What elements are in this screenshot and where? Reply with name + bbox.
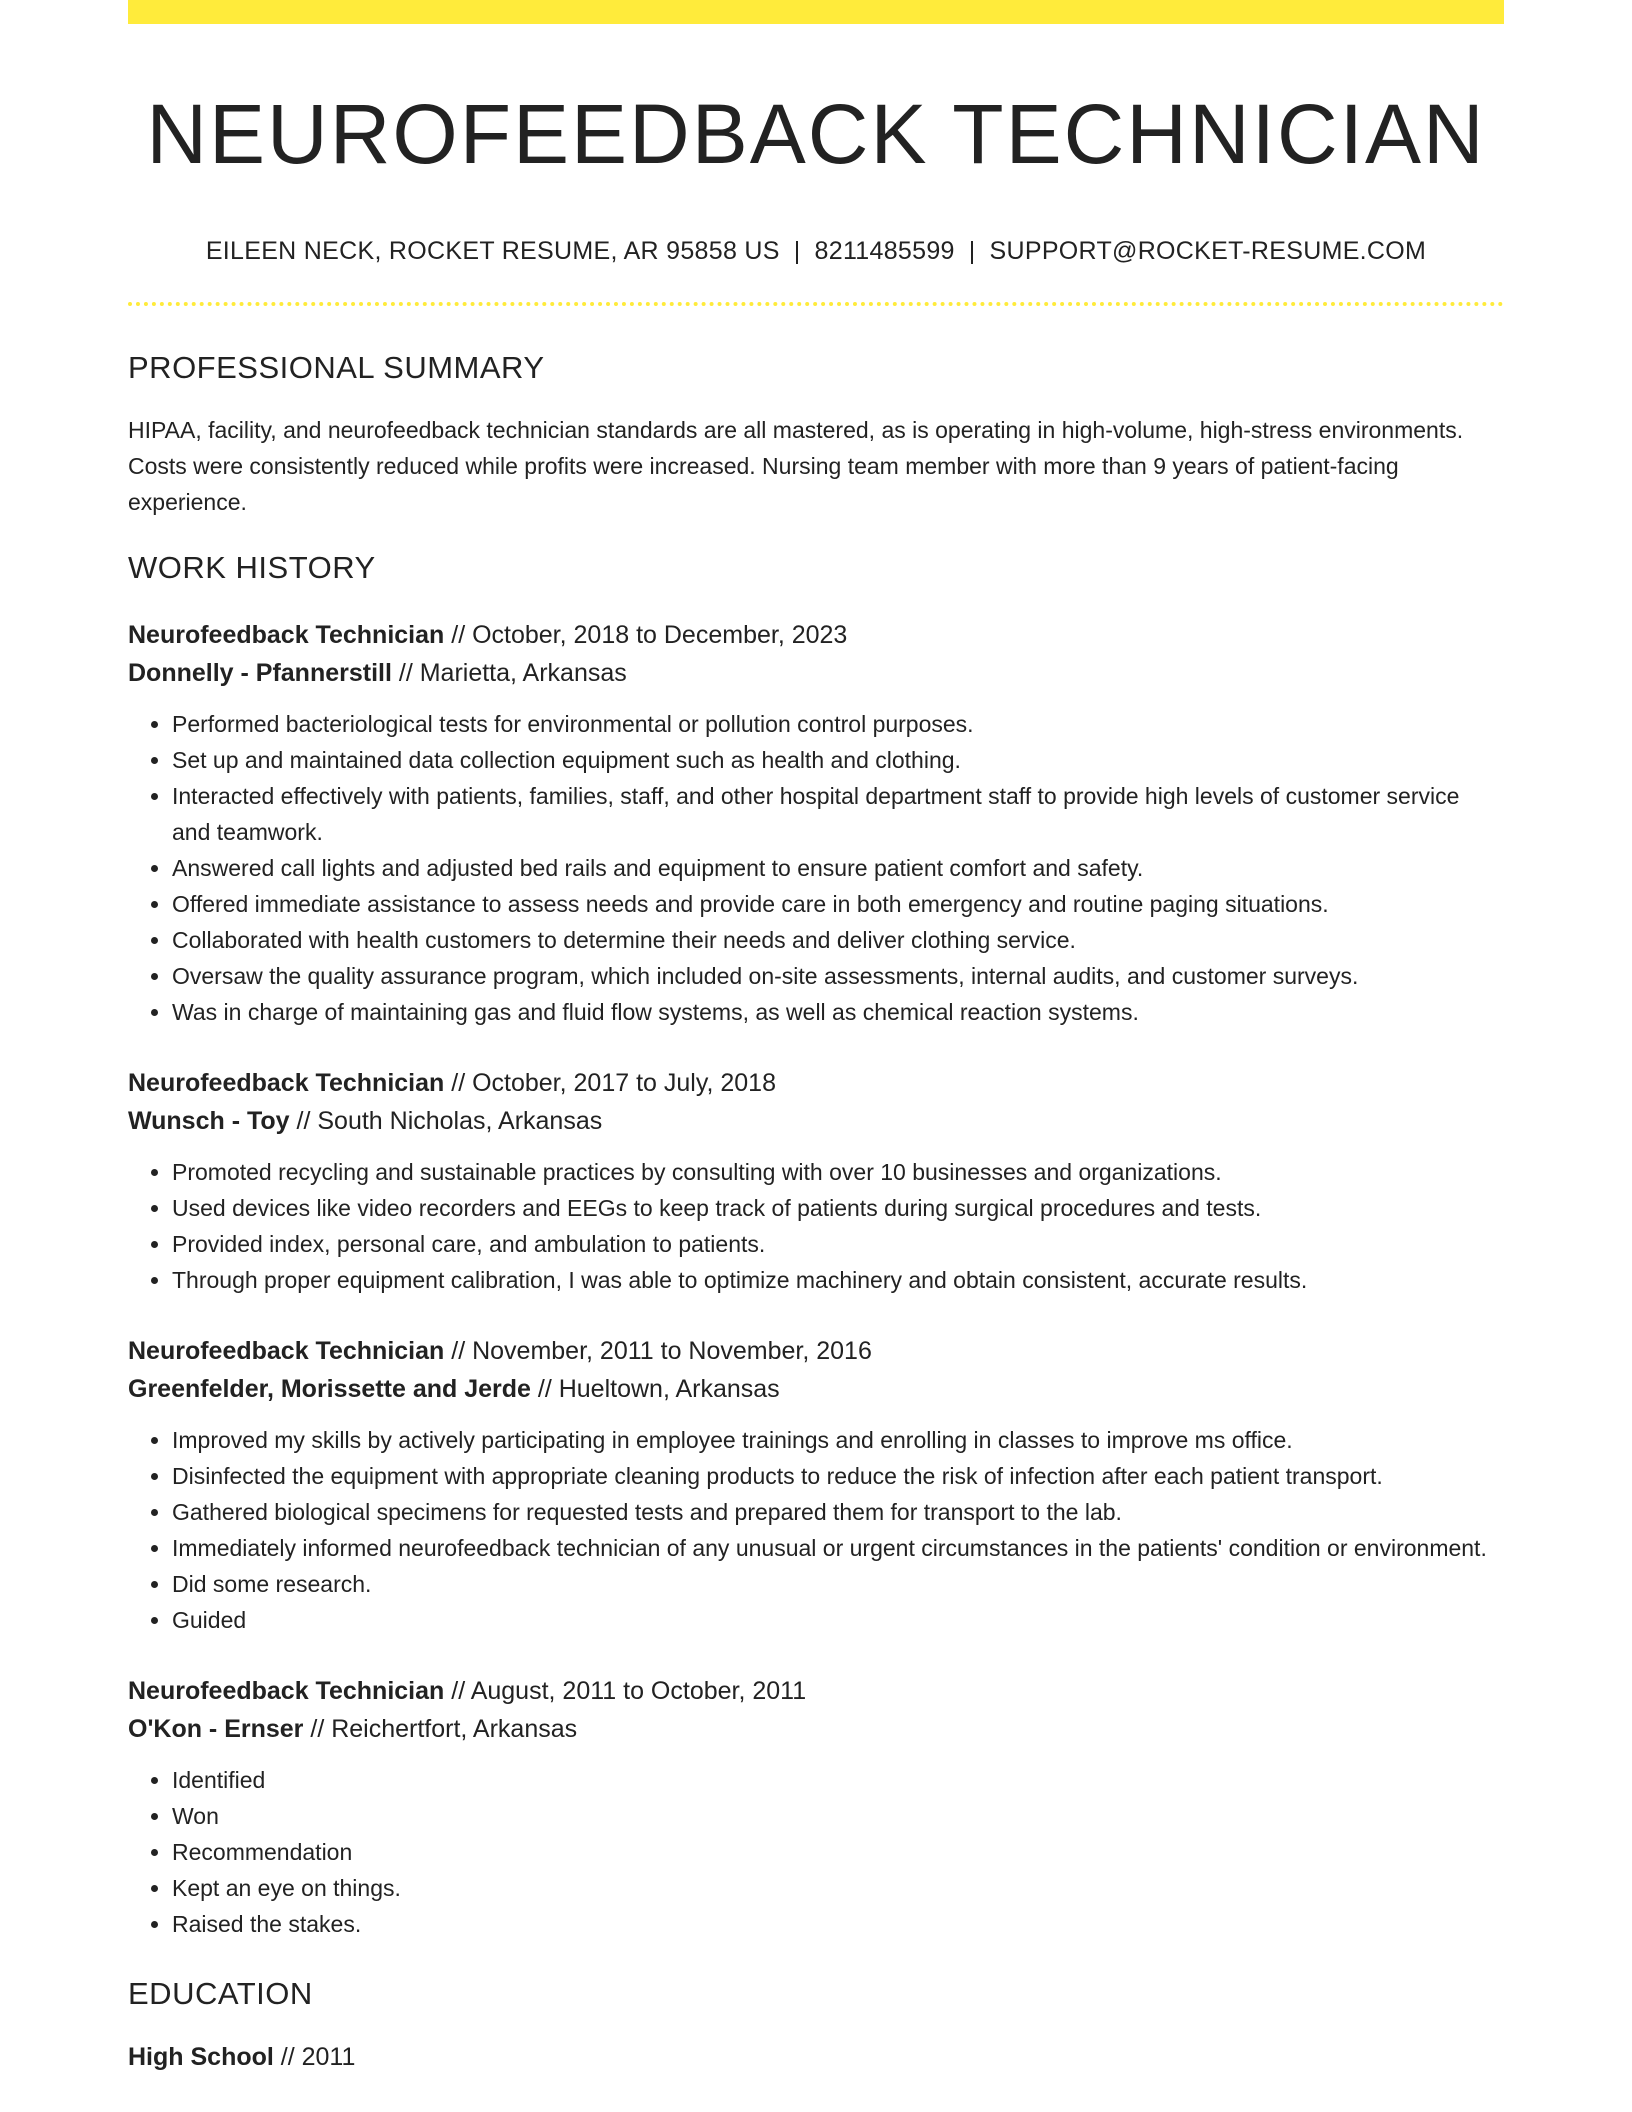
job-company: Donnelly - Pfannerstill bbox=[128, 658, 392, 687]
job-bullet: • Immediately informed neurofeedback technician of any unusual or urgent circumstances in the patients' condition or environment. bbox=[172, 1530, 1504, 1566]
job-bullet: • Set up and maintained data collection equipment such as health and clothing. bbox=[172, 742, 1504, 778]
dotted-divider bbox=[128, 302, 1504, 306]
summary-text: HIPAA, facility, and neurofeedback technician standards are all mastered, as is operating in high-volume, high-stress environments. Costs were consistently reduced while profits were increased. Nursing team member with more than 9 years of patient-facing experience. bbox=[128, 416, 1464, 515]
job-location: // Reichertfort, Arkansas bbox=[303, 1714, 578, 1743]
contact-email: SUPPORT@ROCKET-RESUME.COM bbox=[989, 236, 1427, 265]
job-bullet: • Answered call lights and adjusted bed rails and equipment to ensure patient comfort and safety. bbox=[172, 850, 1504, 886]
contact-line bbox=[128, 237, 1504, 266]
job-title-line bbox=[128, 1332, 1504, 1370]
job-bullet: • Improved my skills by actively participating in employee trainings and enrolling in classes to improve ms office. bbox=[172, 1422, 1504, 1458]
job-entry bbox=[128, 1064, 1504, 1298]
resume-page bbox=[128, 0, 1504, 2076]
job-bullets bbox=[128, 1154, 1504, 1298]
job-bullet: • Recommendation bbox=[172, 1834, 1504, 1870]
job-dates: // August, 2011 to October, 2011 bbox=[444, 1676, 807, 1705]
job-dates: // October, 2018 to December, 2023 bbox=[444, 620, 848, 649]
job-dates: // October, 2017 to July, 2018 bbox=[444, 1068, 776, 1097]
job-company: O'Kon - Ernser bbox=[128, 1714, 304, 1743]
job-company-line bbox=[128, 1370, 1504, 1408]
job-location: // Marietta, Arkansas bbox=[391, 658, 627, 687]
job-bullet: • Offered immediate assistance to assess needs and provide care in both emergency and routine paging situations. bbox=[172, 886, 1504, 922]
job-entry bbox=[128, 1672, 1504, 1942]
job-title: Neurofeedback Technician bbox=[128, 620, 445, 649]
job-location: // Hueltown, Arkansas bbox=[530, 1374, 780, 1403]
job-bullet: • Guided bbox=[172, 1602, 1504, 1638]
job-bullet: • Performed bacteriological tests for environmental or pollution control purposes. bbox=[172, 706, 1504, 742]
job-company: Greenfelder, Morissette and Jerde bbox=[128, 1374, 531, 1403]
job-bullet: • Identified bbox=[172, 1762, 1504, 1798]
work-history-heading: WORK HISTORY bbox=[128, 549, 376, 585]
job-bullet: • Provided index, personal care, and ambulation to patients. bbox=[172, 1226, 1504, 1262]
job-company-line bbox=[128, 1102, 1504, 1140]
education-heading: EDUCATION bbox=[128, 1975, 313, 2011]
job-bullet: • Kept an eye on things. bbox=[172, 1870, 1504, 1906]
job-bullet: • Promoted recycling and sustainable practices by consulting with over 10 businesses and organizations. bbox=[172, 1154, 1504, 1190]
resume-title: NEUROFEEDBACK TECHNICIAN bbox=[146, 87, 1486, 181]
top-accent-bar bbox=[128, 0, 1504, 24]
job-bullet: • Interacted effectively with patients, families, staff, and other hospital department staff to provide high levels of customer service and teamwork. bbox=[172, 778, 1504, 850]
job-entry bbox=[128, 1332, 1504, 1638]
contact-address: EILEEN NECK, ROCKET RESUME, AR 95858 US bbox=[205, 236, 780, 265]
job-bullet: • Collaborated with health customers to determine their needs and deliver clothing service. bbox=[172, 922, 1504, 958]
job-bullets bbox=[128, 706, 1504, 1030]
contact-separator: | bbox=[968, 236, 976, 265]
contact-separator: | bbox=[793, 236, 801, 265]
education-degree: High School bbox=[128, 2042, 274, 2071]
job-title-line bbox=[128, 1672, 1504, 1710]
job-company: Wunsch - Toy bbox=[128, 1106, 290, 1135]
job-bullet: • Used devices like video recorders and EEGs to keep track of patients during surgical procedures and tests. bbox=[172, 1190, 1504, 1226]
job-bullet: • Raised the stakes. bbox=[172, 1906, 1504, 1942]
job-bullet: • Won bbox=[172, 1798, 1504, 1834]
job-title-line bbox=[128, 616, 1504, 654]
job-dates: // November, 2011 to November, 2016 bbox=[444, 1336, 872, 1365]
job-bullet: • Did some research. bbox=[172, 1566, 1504, 1602]
job-location: // South Nicholas, Arkansas bbox=[289, 1106, 603, 1135]
contact-phone: 8211485599 bbox=[814, 236, 955, 265]
job-company-line bbox=[128, 1710, 1504, 1748]
summary-heading: PROFESSIONAL SUMMARY bbox=[128, 349, 545, 385]
education-entry bbox=[128, 2038, 1504, 2076]
job-bullet: • Disinfected the equipment with appropriate cleaning products to reduce the risk of infection after each patient transport. bbox=[172, 1458, 1504, 1494]
job-title: Neurofeedback Technician bbox=[128, 1068, 445, 1097]
job-bullet: • Gathered biological specimens for requested tests and prepared them for transport to the lab. bbox=[172, 1494, 1504, 1530]
job-title: Neurofeedback Technician bbox=[128, 1336, 445, 1365]
job-company-line bbox=[128, 654, 1504, 692]
job-bullet: • Oversaw the quality assurance program, which included on-site assessments, internal audits, and customer surveys. bbox=[172, 958, 1504, 994]
job-bullet: • Was in charge of maintaining gas and fluid flow systems, as well as chemical reaction systems. bbox=[172, 994, 1504, 1030]
job-entry bbox=[128, 616, 1504, 1030]
education-year: // 2011 bbox=[273, 2042, 356, 2071]
job-title-line bbox=[128, 1064, 1504, 1102]
job-bullets bbox=[128, 1762, 1504, 1942]
job-bullet: • Through proper equipment calibration, I was able to optimize machinery and obtain consistent, accurate results. bbox=[172, 1262, 1504, 1298]
job-bullets bbox=[128, 1422, 1504, 1638]
job-title: Neurofeedback Technician bbox=[128, 1676, 445, 1705]
